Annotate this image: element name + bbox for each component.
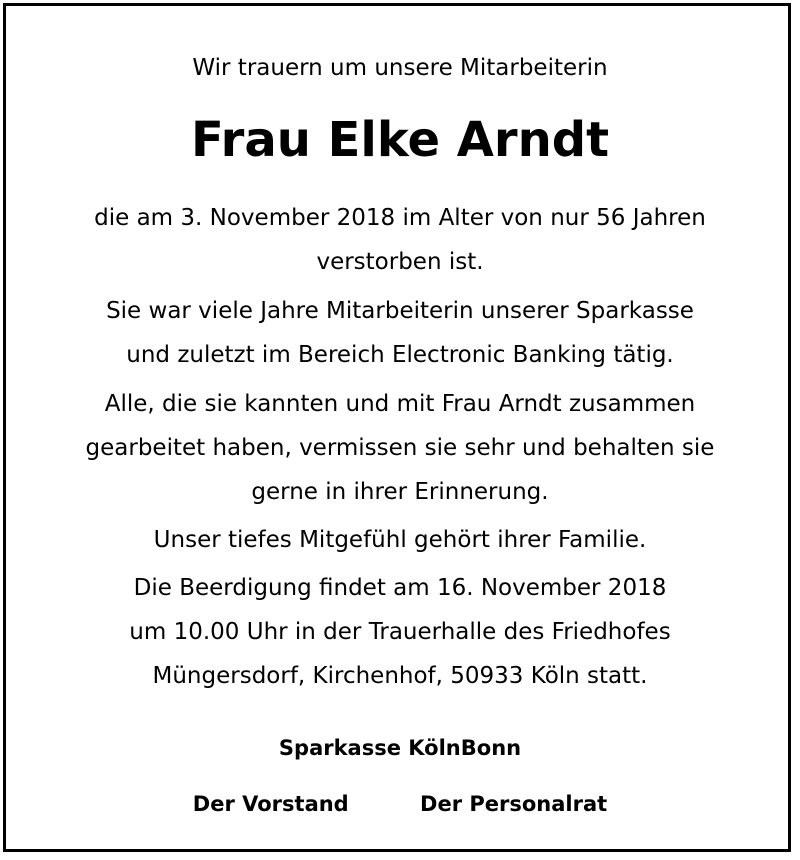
text-line: Unser tiefes Mitgefühl gehört ihrer Familie. [153,527,647,553]
text-line: verstorben ist. [316,249,484,275]
deceased-name: Frau Elke Arndt [190,112,610,168]
intro-text: Wir trauern um unsere Mitarbeiterin [192,55,608,81]
paragraph-death-date [26,196,774,284]
paragraph-career [26,289,774,377]
signer-staff-council: Der Personalrat [420,792,608,816]
text-line: gearbeitet haben, vermissen sie sehr und behalten sie [85,435,715,461]
paragraph-remembrance [26,382,774,514]
text-line: gerne in ihrer Erinnerung. [251,479,549,505]
text-line: Müngersdorf, Kirchenhof, 50933 Köln statt. [152,663,648,689]
text-line: um 10.00 Uhr in der Trauerhalle des Friedhofes [129,619,671,645]
text-line: Alle, die sie kannten und mit Frau Arndt zusammen [104,391,696,417]
text-line: Die Beerdigung findet am 16. November 2018 [133,575,667,601]
obituary-notice [6,6,794,855]
paragraph-condolence [26,518,774,562]
text-line: und zuletzt im Bereich Electronic Banking tätig. [126,342,674,368]
signer-board: Der Vorstand [192,792,349,816]
paragraph-funeral-details [26,566,774,698]
text-line: die am 3. November 2018 im Alter von nur 56 Jahren [94,205,706,231]
notice-border [3,3,791,852]
signatories [6,788,794,820]
organization-name: Sparkasse KölnBonn [278,736,522,760]
text-line: Sie war viele Jahre Mitarbeiterin unserer Sparkasse [106,298,694,324]
